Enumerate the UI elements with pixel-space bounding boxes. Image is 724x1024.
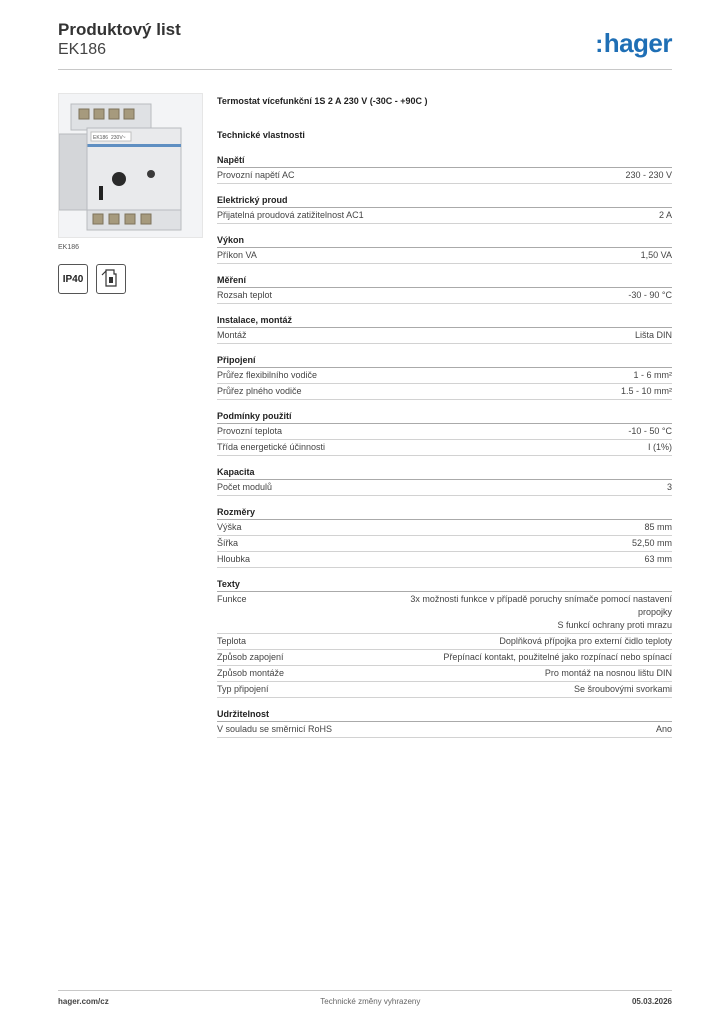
spec-section-title: Připojení: [217, 354, 672, 368]
footer-website: hager.com/cz: [58, 997, 109, 1006]
spec-value: Se šroubovými svorkami: [573, 684, 672, 694]
footer-disclaimer: Technické změny vyhrazeny: [320, 997, 421, 1006]
thermostat-device-illustration: [59, 94, 202, 237]
footer-date: 05.03.2026: [631, 997, 672, 1006]
spec-label: Rozsah teplot: [217, 290, 273, 300]
spec-value: 63 mm: [644, 554, 672, 564]
page-footer: [58, 997, 672, 1006]
spec-value: 2 A: [658, 210, 672, 220]
spec-label: Přijatelná proudová zatižitelnost AC1: [217, 210, 364, 220]
spec-label: Způsob zapojení: [217, 652, 284, 662]
image-caption: EK186: [58, 244, 80, 251]
spec-value: Ano: [655, 724, 672, 734]
spec-section-title: Texty: [217, 578, 672, 592]
spec-row: [217, 480, 672, 496]
spec-section: [217, 410, 672, 456]
spec-row: [217, 368, 672, 384]
spec-row: [217, 288, 672, 304]
spec-label: V souladu se směrnicí RoHS: [217, 724, 333, 734]
spec-section-title: Rozměry: [217, 506, 672, 520]
spec-row: [217, 208, 672, 224]
spec-row: [217, 248, 672, 264]
spec-row: [217, 634, 672, 650]
page-title: Produktový list: [58, 20, 181, 39]
ip40-badge: IP40: [58, 264, 88, 294]
spec-section: [217, 708, 672, 738]
spec-row: [217, 682, 672, 698]
spec-label: Průřez plného vodiče: [217, 386, 302, 396]
spec-label: Provozní teplota: [217, 426, 283, 436]
spec-section: [217, 466, 672, 496]
spec-section-title: Napětí: [217, 154, 672, 168]
spec-row: [217, 384, 672, 400]
spec-row: [217, 722, 672, 738]
spec-section: [217, 354, 672, 400]
spec-label: Typ připojení: [217, 684, 269, 694]
spec-value: Lišta DIN: [634, 330, 672, 340]
spec-value: Pro montáž na nosnou lištu DIN: [544, 668, 672, 678]
spec-row: [217, 552, 672, 568]
spec-row: [217, 440, 672, 456]
spec-label: Provozní napětí AC: [217, 170, 295, 180]
spec-label: Počet modulů: [217, 482, 273, 492]
spec-value: I (1%): [647, 442, 672, 452]
spec-section-title: Podmínky použití: [217, 410, 672, 424]
spec-section: [217, 154, 672, 184]
spec-value: -30 - 90 °C: [628, 290, 672, 300]
device-label: EK186: [93, 135, 109, 141]
spec-value: 52,50 mm: [631, 538, 672, 548]
spec-label: Hloubka: [217, 554, 251, 564]
spec-content: [217, 96, 672, 738]
spec-value: 3: [666, 482, 672, 492]
spec-label: Třída energetické účinnosti: [217, 442, 326, 452]
spec-value: 1.5 - 10 mm²: [620, 386, 672, 396]
spec-value: 230 - 230 V: [625, 170, 672, 180]
spec-section: [217, 194, 672, 224]
spec-value: Doplňková přípojka pro externí čidlo teploty: [499, 636, 672, 646]
spec-row: [217, 536, 672, 552]
spec-row: [217, 520, 672, 536]
spec-section-title: Udržitelnost: [217, 708, 672, 722]
spec-value: 85 mm: [644, 522, 672, 532]
spec-label: Výška: [217, 522, 242, 532]
spec-sections: [217, 154, 672, 738]
spec-section: [217, 274, 672, 304]
spec-section-title: Elektrický proud: [217, 194, 672, 208]
spec-value: 1,50 VA: [640, 250, 672, 260]
spec-label: Způsob montáže: [217, 668, 285, 678]
spec-section-title: Měření: [217, 274, 672, 288]
spec-value: Přepínací kontakt, použitelné jako rozpínací nebo spínací: [443, 652, 672, 662]
spec-row: [217, 592, 672, 634]
product-name: Termostat vícefunkční 1S 2 A 230 V (-30C - +90C ): [217, 96, 428, 106]
spec-label: Teplota: [217, 636, 247, 646]
spec-label: Příkon VA: [217, 250, 257, 260]
installation-icon: [96, 264, 126, 294]
spec-section: [217, 578, 672, 698]
spec-value: 3x možnosti funkce v případě poruchy snímače pomocí nastavení propojky S funkcí ochrany proti mrazu: [410, 594, 672, 630]
product-image: [58, 93, 203, 238]
spec-row: [217, 424, 672, 440]
spec-value: -10 - 50 °C: [628, 426, 672, 436]
spec-section-title: Instalace, montáž: [217, 314, 672, 328]
technical-properties-title: Technické vlastnosti: [217, 130, 305, 140]
footer-divider: [58, 990, 672, 991]
spec-label: Průřez flexibilního vodiče: [217, 370, 318, 380]
spec-section: [217, 234, 672, 264]
spec-row: [217, 328, 672, 344]
header-divider: [58, 69, 672, 70]
hager-logo: :hager: [595, 28, 672, 58]
spec-row: [217, 650, 672, 666]
product-code: EK186: [58, 41, 107, 58]
spec-label: Montáž: [217, 330, 247, 340]
spec-section: [217, 314, 672, 344]
page-header: [58, 20, 672, 70]
spec-section-title: Kapacita: [217, 466, 672, 480]
spec-row: [217, 168, 672, 184]
spec-section: [217, 506, 672, 568]
spec-section-title: Výkon: [217, 234, 672, 248]
spec-label: Funkce: [217, 594, 247, 604]
device-spec-label: 230V~: [111, 135, 126, 141]
spec-row: [217, 666, 672, 682]
spec-value: 1 - 6 mm²: [633, 370, 672, 380]
hand-tool-icon: [97, 265, 125, 293]
spec-label: Šířka: [217, 538, 239, 548]
